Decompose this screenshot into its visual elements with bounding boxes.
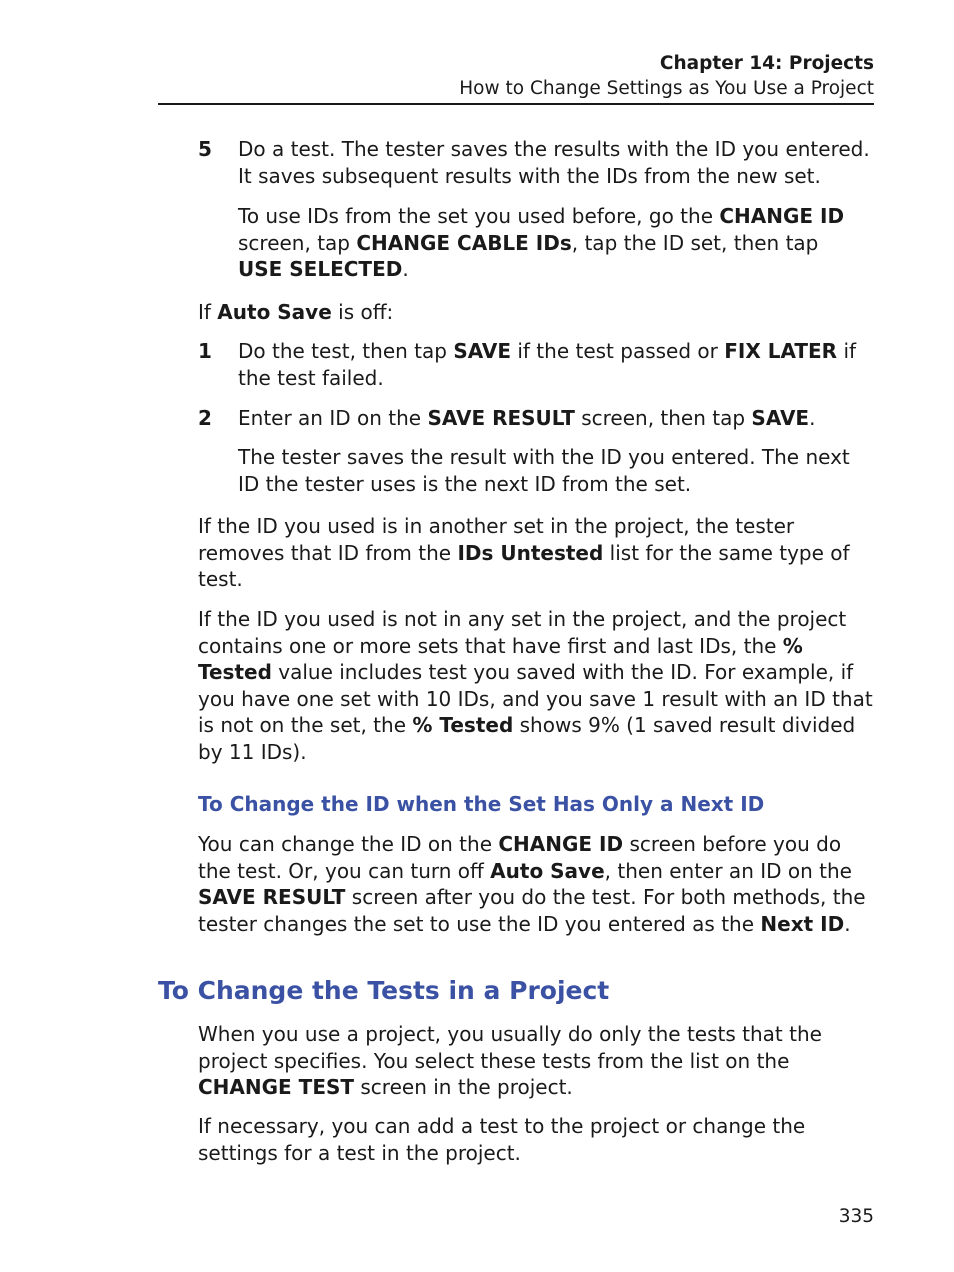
paragraph: If necessary, you can add a test to the project or change the settings for a test in the project. <box>198 1114 806 1165</box>
step-note: To use IDs from the set you used before, go the CHANGE ID screen, tap CHANGE CABLE IDs, tap the ID set, then tap USE SELECTED. <box>238 204 845 281</box>
paragraph: If the ID you used is not in any set in the project, and the project contains one or more sets that have first and last IDs, the % Tested value includes test you saved with the ID. For example, if you have one set with 10 IDs, and you save 1 result with an ID that is not on the set, the % Tested shows 9% (1 saved result divided by 11 IDs). <box>198 607 873 764</box>
paragraph: You can change the ID on the CHANGE ID screen before you do the test. Or, you can turn off Auto Save, then enter an ID on the SAVE RESULT screen after you do the test. For both methods, the tester changes the set to use the ID you entered as the Next ID. <box>198 832 866 936</box>
step-number: 1 <box>198 339 212 363</box>
chapter-title: Chapter 14: Projects <box>659 53 874 74</box>
step-text: Do the test, then tap SAVE if the test passed or FIX LATER if the test failed. <box>238 339 857 390</box>
auto-save-off-intro: If Auto Save is off: <box>198 300 394 324</box>
paragraph: When you use a project, you usually do only the tests that the project specifies. You select these tests from the list on the CHANGE TEST screen in the project. <box>198 1022 822 1099</box>
step-number: 5 <box>198 137 212 161</box>
subsection-heading: To Change the ID when the Set Has Only a Next ID <box>198 792 765 816</box>
section-title: How to Change Settings as You Use a Project <box>459 78 874 99</box>
section-heading: To Change the Tests in a Project <box>158 976 610 1005</box>
paragraph: If the ID you used is in another set in the project, the tester removes that ID from the IDs Untested list for the same type of test. <box>198 514 850 591</box>
step-text: Enter an ID on the SAVE RESULT screen, then tap SAVE. <box>238 406 816 430</box>
page-number: 335 <box>838 1206 874 1227</box>
step-number: 2 <box>198 406 212 430</box>
step-note: The tester saves the result with the ID you entered. The next ID the tester uses is the next ID from the set. <box>238 445 850 496</box>
step-text: Do a test. The tester saves the results with the ID you entered. It saves subsequent results with the IDs from the new set. <box>238 137 870 188</box>
header-rule <box>158 103 874 105</box>
